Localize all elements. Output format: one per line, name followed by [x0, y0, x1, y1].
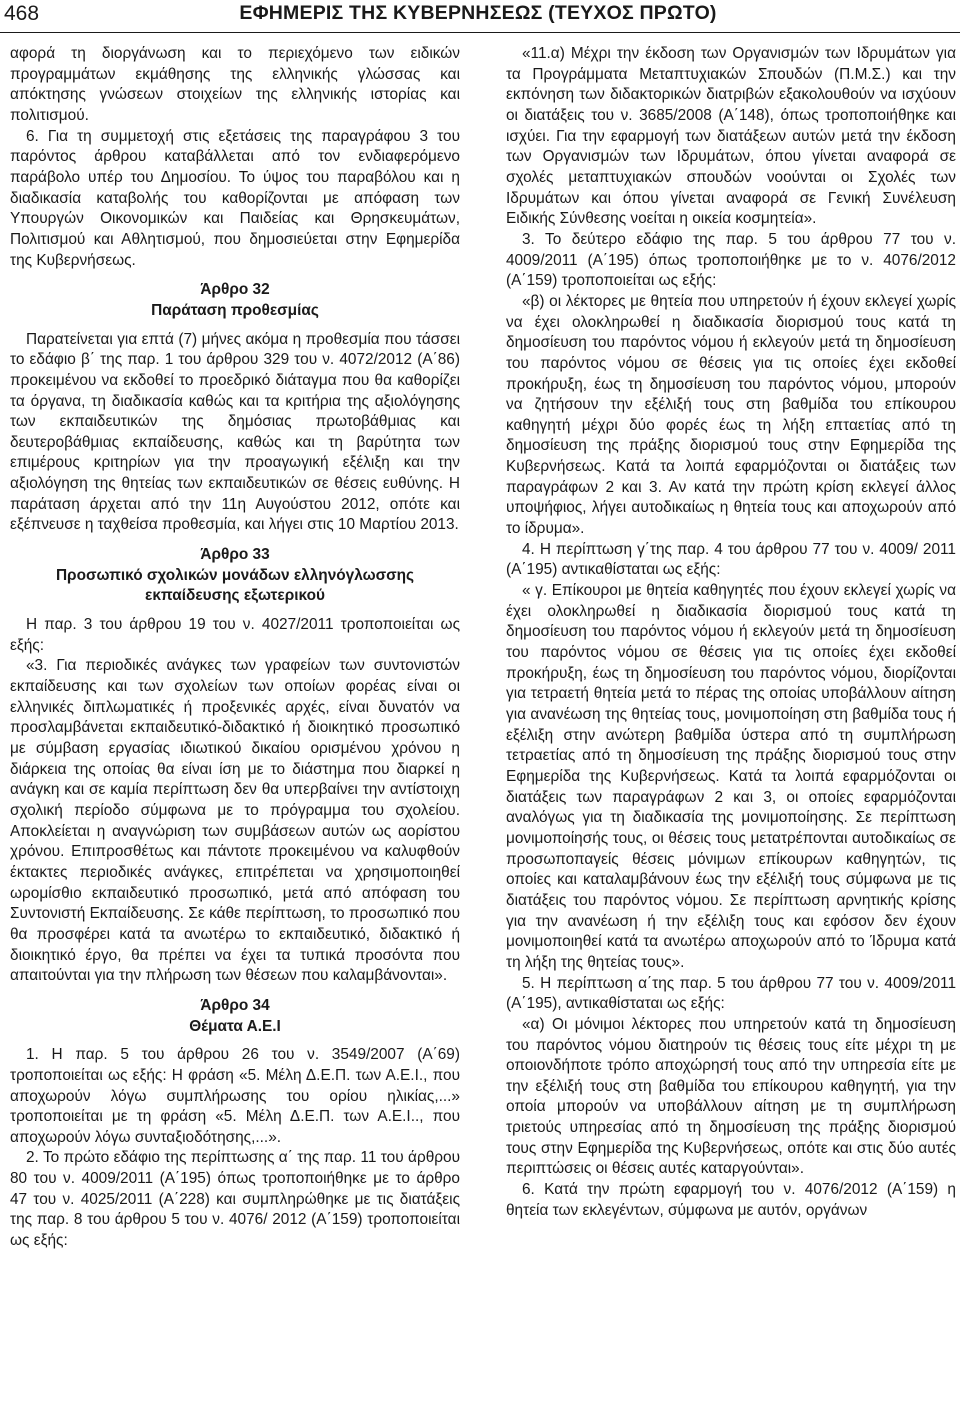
right-column	[506, 44, 956, 1221]
paragraph: «11.α) Μέχρι την έκδοση των Οργανισμών των Ιδρυμάτων για τα Προγράμματα Μεταπτυχιακών Σπουδών (Π.Μ.Σ.) και την εκπόνηση των διδακτορικών διατριβών εξακολουθούν να ισχύουν οι διατάξεις του ν. 3685/2008 (Α΄148), όπως τροποποιήθηκε και ισχύει. Για την εφαρμογή των διατάξεων αυτών μετά την έκδοση των Οργανισμών των Ιδρυμάτων, όπου γίνεται αναφορά σε σχολές μεταπτυχιακών σπουδών νοούνται οι Σχολές των Ιδρυμάτων και όπου γίνεται αναφορά σε Γενική Συνέλευση Ειδικής Σύνθεσης νοείται η οικεία κοσμητεία».	[506, 45, 956, 228]
paragraph: 5. Η περίπτωση α΄της παρ. 5 του άρθρου 77 του ν. 4009/2011 (Α΄195), αντικαθίσταται ως εξής:	[506, 974, 956, 1013]
article-32-title: Άρθρο 32	[200, 281, 270, 299]
page-header	[0, 0, 960, 34]
left-column	[10, 44, 460, 1252]
paragraph: «3. Για περιοδικές ανάγκες των γραφείων των συντονιστών εκπαίδευσης και των σχολείων των οποίων φορέας είναι οι ελληνικές διπλωματικές ή προξενικές αρχές, είναι δυνατόν να προσλαμβάνεται εκπαιδευτικό-διδακτικό ή διοικητικό προσωπικό με σύμβαση εργασίας ιδιωτικού δικαίου ορισμένου χρόνου η διάρκεια της οποίας θα είναι ίση με το διάστημα που διαρκεί η ανάγκη και σε καμία περίπτωση δεν θα υπερβαίνει την αντίστοιχη σχολική περίοδο σύμφωνα με το πρόγραμμα του σχολείου. Αποκλείεται η αναγνώριση των συμβάσεων αυτών ως αορίστου χρόνου. Επιπροσθέτως και πάντοτε προκειμένου να καλυφθούν έκτακτες περιοδικές ανάγκες, επιτρέπεται να χρησιμοποιηθεί ωρομίσθιο εκπαιδευτικό προσωπικό, μετά από απόφαση του Συντονιστή Εκπαίδευσης. Σε κάθε περίπτωση, το προσωπικό που θα προσφέρει κατά τα ανωτέρω το εκπαιδευτικό, διδακτικό ή διοικητικό έργο, θα πρέπει να έχει τα τυπικά προσόντα που απαιτούνται για την πλήρωση των θέσεων που καλαμβάνονται».	[10, 657, 460, 985]
article-34-subtitle: Θέματα Α.Ε.Ι	[189, 1017, 281, 1035]
paragraph: Η παρ. 3 του άρθρου 19 του ν. 4027/2011 τροποποιείται ως εξής:	[10, 616, 460, 654]
header-rule	[0, 32, 960, 33]
paragraph: 6. Για τη συμμετοχή στις εξετάσεις της παραγράφου 3 του παρόντος άρθρου καταβάλλεται από τον ενδιαφερόμενο παράβολο υπέρ του Δημοσίου. Το ύψος του παραβόλου και η διαδικασία καταβολής του καθορίζονται με απόφαση των Υπουργών Οικονομικών και Παιδείας και Θρησκευμάτων, Πολιτισμού και Αθλητισμού, που δημοσιεύεται στην Εφημερίδα της Κυβερνήσεως.	[10, 127, 460, 269]
paragraph: «α) Οι μόνιμοι λέκτορες που υπηρετούν κατά τη δημοσίευση του παρόντος νόμου διατηρούν τις θέσεις τους είτε μέχρι τη με οποιονδήποτε τρόπο αποχώρησή τους από την υπηρεσία είτε με την εξέλιξή τους στη βαθμίδα του επίκουρου καθηγητή, για την οποία μπορούν να υποβάλλουν αίτηση με τη συμπλήρωση τριετούς υπηρεσίας από τη δημοσίευση της πράξης διορισμού τους στην Εφημερίδα της Κυβερνήσεως, οπότε και στις δύο αυτές περιπτώσεις οι θέσεις αυτές καταργούνται».	[506, 1015, 956, 1178]
paragraph: αφορά τη διοργάνωση και το περιεχόμενο των ειδικών προγραμμάτων εκμάθησης της ελληνικής γλώσσας και απόκτησης γνώσεων στοιχείων της ελληνικής ιστορίας και πολιτισμού.	[10, 45, 460, 124]
paragraph: 4. Η περίπτωση γ΄της παρ. 4 του άρθρου 77 του ν. 4009/ 2011 (Α΄195) αντικαθίσταται ως εξής:	[506, 540, 956, 579]
paragraph: «β) οι λέκτορες με θητεία που υπηρετούν ή έχουν εκλεγεί χωρίς να έχει ολοκληρωθεί η διαδικασία διορισμού τους κατά τη δημοσίευση του παρόντος νόμου ή εκλεγούν μετά τη δημοσίευση του παρόντος νόμου σε θέσεις για τις οποίες έχει εκδοθεί προκήρυξη, έως τη δημοσίευση του παρόντος νόμου, μπορούν να ζητήσουν την εξέλιξή τους στη βαθμίδα του επίκουρου καθηγητή μέχρι δύο φορές έως τη λήξη επταετίας από τη δημοσίευση της πράξης διορισμού τους στην Εφημερίδα της Κυβερνήσεως. Κατά τα λοιπά εφαρμόζονται οι διατάξεις των παραγράφων 2 και 3. Αν κατά την πρώτη κρίση εκλεγεί άλλος υποψήφιος, λήγει αυτοδικαίως η θητεία τους και αποχωρούν από το ίδρυμα».	[506, 292, 956, 538]
article-34-title: Άρθρο 34	[200, 996, 270, 1014]
journal-title: ΕΦΗΜΕΡΙΣ ΤΗΣ ΚΥΒΕΡΝΗΣΕΩΣ (ΤΕΥΧΟΣ ΠΡΩΤΟ)	[239, 2, 717, 24]
article-32-subtitle: Παράταση προθεσμίας	[151, 301, 319, 319]
paragraph: « γ. Επίκουροι με θητεία καθηγητές που έχουν εκλεγεί χωρίς να έχει ολοκληρωθεί η διαδικασία διορισμού τους κατά τη δημοσίευση του παρόντος νόμου ή εκλεγούν μετά τη δημοσίευση του παρόντος νόμου σε θέσεις για τις οποίες έχει εκδοθεί προκήρυξη, έως τη δημοσίευση του παρόντος νόμου, διορίζονται για τετραετή θητεία μετά το πέρας της οποίας υποβάλλουν αίτηση για ανανέωση της θητείας τους, μονιμοποίηση στη βαθμίδα τους ή εξέλιξη στην ανώτερη βαθμίδα ύστερα από τη συμπλήρωση τετραετίας από τη δημοσίευση της πράξης διορισμού τους στην Εφημερίδα της Κυβερνήσεως. Κατά τα λοιπά εφαρμόζονται οι διατάξεις των παραγράφων 2 και 3, οι οποίες εφαρμόζονται αναλόγως για τη διαδικασία της μονιμοποίησης. Σε περίπτωση μονιμοποίησής τους, οι θέσεις τους μετατρέπονται αυτοδικαίως σε προσωποπαγείς θέσεις μόνιμων επίκουρων καθηγητών, τις οποίες και καταλαμβάνουν έως την εξέλιξή τους σύμφωνα με τις διατάξεις του παρόντος νόμου. Σε περίπτωση αρνητικής κρίσης για την ανανέωση ή την εξέλιξη τους και εφόσον δεν έχουν μονιμοποιηθεί κατά τα ανωτέρω αποχωρούν από το Ίδρυμα κατά τη λήξη της θητείας τους».	[506, 582, 956, 971]
paragraph: 3. Το δεύτερο εδάφιο της παρ. 5 του άρθρου 77 του ν. 4009/2011 (Α΄195) όπως τροποποιήθηκε με το ν. 4076/2012 (Α΄159) τροποποιείται ως εξής:	[506, 230, 956, 290]
article-33-subtitle: Προσωπικό σχολικών μονάδων ελληνόγλωσσης εκπαίδευσης εξωτερικού	[55, 566, 415, 605]
paragraph: Παρατείνεται για επτά (7) μήνες ακόμα η προθεσμία που τάσσει το εδάφιο β΄ της παρ. 1 του άρθρου 329 του ν. 4072/2012 (Α΄86) προκειμένου να εκδοθεί το προεδρικό διάταγμα που θα καθορίζει τα όργανα, τη διαδικασία καθώς και τα κριτήρια της αξιολόγησης των εκπαιδευτικών της δημόσιας πρωτοβάθμιας και δευτεροβάθμιας εκπαίδευσης, καθώς και τη βαρύτητα των επιμέρους κριτηρίων για την προαγωγική εξέλιξη και την αξιολόγηση της θητείας των εκπαιδευτικών σε θέσεις ευθύνης. Η παράταση άρχεται από την 11η Αυγούστου 2012, οπότε και εξέπνευσε η ταχθείσα προθεσμία, και λήγει στις 10 Μαρτίου 2013.	[10, 330, 460, 534]
paragraph: 6. Κατά την πρώτη εφαρμογή του ν. 4076/2012 (Α΄159) η θητεία των εκλεγέντων, σύμφωνα με αυτόν, οργάνων	[506, 1181, 956, 1219]
paragraph: 1. Η παρ. 5 του άρθρου 26 του ν. 3549/2007 (Α΄69) τροποποιείται ως εξής: Η φράση «5. Μέλη Δ.Ε.Π. των Α.Ε.Ι., που αποχωρούν λόγω συμπλήρωσης του ορίου ηλικίας,...» τροποποιείται με τη φράση «5. Μέλη Δ.Ε.Π. των Α.Ε.Ι.., που αποχωρούν λόγω συνταξιοδότησης,...».	[10, 1046, 460, 1146]
page-number: 468	[4, 2, 40, 25]
paragraph: 2. Το πρώτο εδάφιο της περίπτωσης α΄ της παρ. 11 του άρθρου 80 του ν. 4009/2011 (Α΄195) όπως τροποποιήθηκε με το άρθρο 47 του ν. 4025/2011 (Α΄228) και συμπληρώθηκε με τις διατάξεις της παρ. 8 του άρθρου 5 του ν. 4076/ 2012 (Α΄159) τροποποιείται ως εξής:	[10, 1149, 460, 1250]
article-33-title: Άρθρο 33	[200, 546, 270, 564]
